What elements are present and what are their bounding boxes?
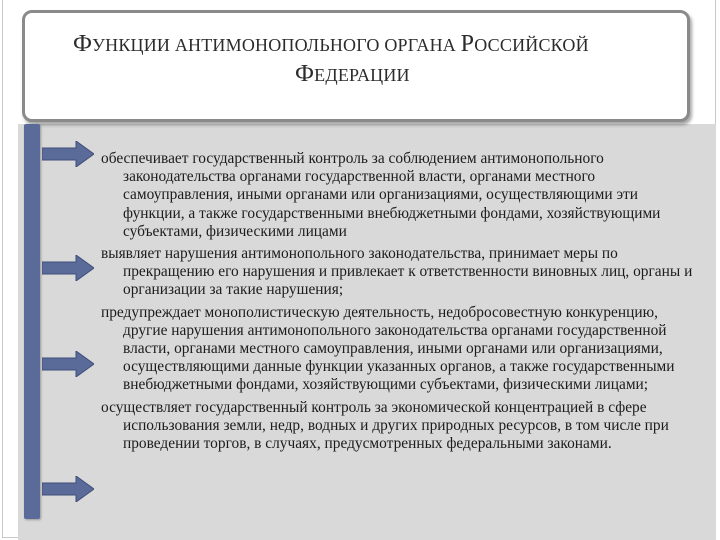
title-initial-3: Ф [295, 61, 315, 87]
functions-list [101, 150, 696, 457]
slide-title-line-1 [25, 31, 720, 58]
title-initial-2: Р [460, 31, 475, 57]
arrow-icon [42, 476, 94, 502]
title-text-1: УНКЦИИ АНТИМОНОПОЛЬНОГО ОРГАНА [92, 35, 461, 55]
list-item: осуществляет государственный контроль за экономической концентрацией в сфере использования земли, недр, водных и других природных ресурсов, в том числе при проведении торгов, в случаях, предусмотренных федеральными законами. [101, 398, 669, 453]
list-item: выявляет нарушения антимонопольного законодательства, принимает меры по прекращению его нарушения и привлекает к ответственности виновных лиц, органы и организации за такие нарушения; [101, 245, 693, 299]
list-item: обеспечивает государственный контроль за соблюдением антимонопольного законодательства органами государственной власти, органами местного самоуправления, иными органами или организациями, осуществляющими эти функции, а также государственными внебюджетными фондами, хозяйствующими субъектами, физическими лицами [101, 150, 661, 240]
arrow-icon [42, 141, 94, 167]
vertical-bar [24, 124, 40, 519]
title-text-3: ЕДЕРАЦИИ [314, 65, 410, 85]
arrow-icon [42, 351, 94, 377]
slide-title-line-2 [25, 61, 720, 88]
title-initial-1: Ф [73, 31, 93, 57]
list-item: предупреждает монополистическую деятельность, недобросовестную конкуренцию, другие нарушения антимонопольного законодательства органами государственной власти, органами местного самоуправления, иными органами или организациями, осуществляющими данные функции указанных органов, а также государственными внебюджетными фондами, хозяйствующими субъектами, физическими лицами; [101, 303, 675, 394]
arrow-icon [42, 255, 94, 281]
title-box [22, 10, 690, 122]
title-text-2: ОССИЙСКОЙ [474, 35, 589, 55]
